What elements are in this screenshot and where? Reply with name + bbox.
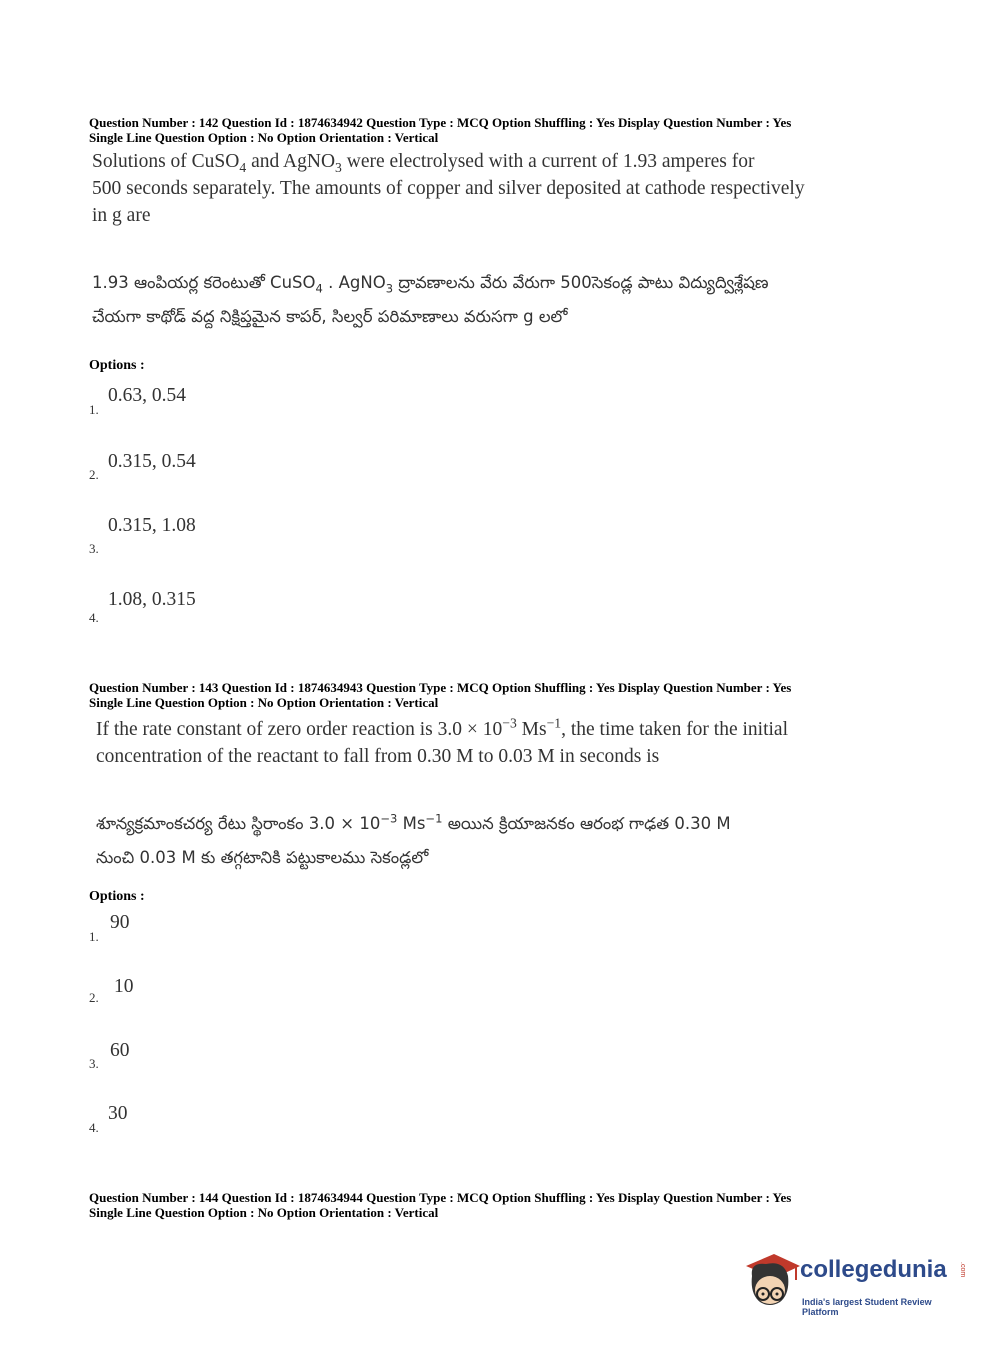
logo-wordmark: collegedunia [800,1256,947,1283]
q142-telugu-line-2: చేయగా కాథోడ్ వద్ద నిక్షిప్తమైన కాపర్, సిల్వర్ పరిమాణాలు వరుసగా g లలో [92,307,568,326]
q143-telugu-line-1: శూన్యక్రమాంకచర్య రేటు స్థిరాంకం $3.0 \times 10^{-3}$ $Ms^{-1}$ అయిన క్రియాజనకం ఆరంభ గాఢత 0.30 M [96,811,731,833]
q142-english-line-3: in g are [92,205,151,226]
q142-option-2-value[interactable]: 0.315, 0.54 [108,451,196,472]
q142-meta-line-1: Question Number : 142 Question Id : 1874634942 Question Type : MCQ Option Shuffling : Yes Display Question Number : Yes [89,115,792,130]
q143-option-2-number: 2. [89,990,99,1005]
q143-telugu-line-2: నుంచి 0.03 M కు తగ్గటానికి పట్టుకాలము సెకండ్లలో [96,848,429,867]
q143-english-line-1: If the rate constant of zero order reaction is $3.0 \times 10^{-3}$ $Ms^{-1}$, the time taken for the initial [96,715,788,740]
q143-meta-line-2: Single Line Question Option : No Option Orientation : Vertical [89,695,439,710]
q142-english-line-1: Solutions of CuSO$_4$ and AgNO$_3$ were electrolysed with a current of 1.93 amperes for [92,151,755,175]
logo-tagline: India's largest Student Review Platform [802,1297,932,1317]
q143-option-1-value[interactable]: 90 [110,912,130,933]
q142-option-1-value[interactable]: 0.63, 0.54 [108,385,186,406]
q143-options-label: Options : [89,889,145,904]
q142-telugu-line-1: 1.93 ఆంపియర్ల కరెంటుతో CuSO$_4$ . AgNO$_3$ ద్రావణాలను వేరు వేరుగా 500సెకండ్ల పాటు విద్యుద్విశ్లేషణ [92,273,769,296]
mascot-icon [740,1250,802,1314]
q142-meta-line-2: Single Line Question Option : No Option Orientation : Vertical [89,130,439,145]
q142-options-label: Options : [89,358,145,373]
q143-option-3-value[interactable]: 60 [110,1040,130,1061]
q142-telugu-text [92,266,769,334]
q142-option-3-value[interactable]: 0.315, 1.08 [108,515,196,536]
collegedunia-logo[interactable] [740,1250,970,1320]
q142-english-line-2: 500 seconds separately. The amounts of copper and silver deposited at cathode respectively [92,178,805,199]
q143-option-1-number: 1. [89,929,99,944]
q143-english-line-2: concentration of the reactant to fall from 0.30 M to 0.03 M in seconds is [96,746,660,767]
q143-option-4-number: 4. [89,1120,99,1135]
q143-option-3-number: 3. [89,1056,99,1071]
q143-option-4-value[interactable]: 30 [108,1103,128,1124]
q144-meta-line-2: Single Line Question Option : No Option Orientation : Vertical [89,1205,439,1220]
q142-english-text [92,148,805,229]
logo-dotcom: .com [959,1262,966,1278]
q142-option-2-number: 2. [89,467,99,482]
q142-option-4-value[interactable]: 1.08, 0.315 [108,589,196,610]
q143-telugu-text [96,807,731,875]
q143-option-2-value[interactable]: 10 [114,976,134,997]
q142-option-4-number: 4. [89,610,99,625]
q144-meta-line-1: Question Number : 144 Question Id : 1874634944 Question Type : MCQ Option Shuffling : Yes Display Question Number : Yes [89,1190,792,1205]
q143-meta-line-1: Question Number : 143 Question Id : 1874634943 Question Type : MCQ Option Shuffling : Yes Display Question Number : Yes [89,680,792,695]
q142-option-3-number: 3. [89,541,99,556]
q143-english-text [96,716,788,770]
q142-option-1-number: 1. [89,402,99,417]
